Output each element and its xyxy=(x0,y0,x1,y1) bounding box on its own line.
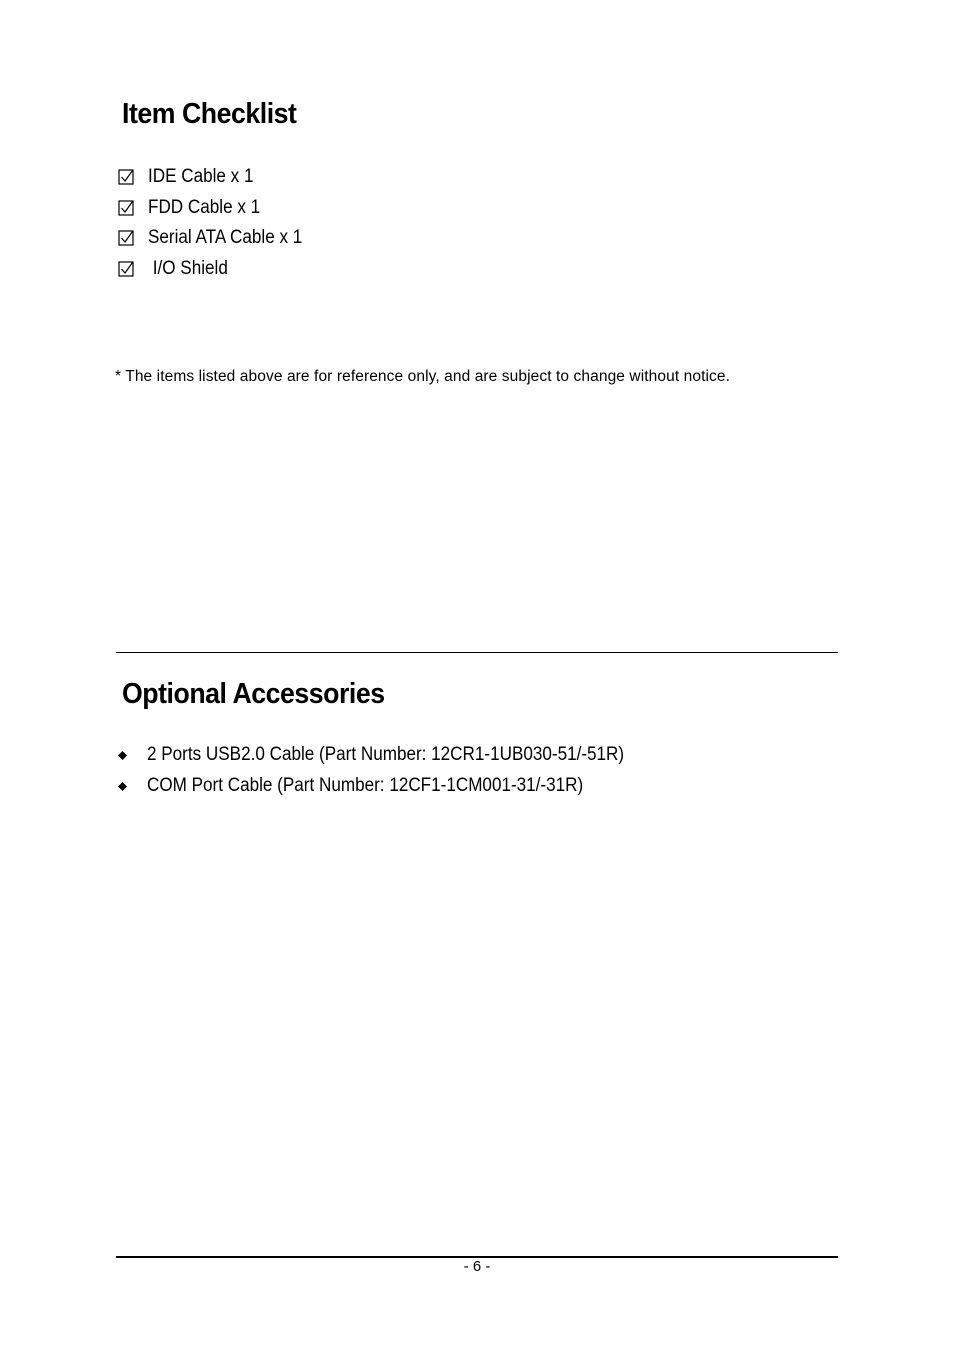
checked-box-icon xyxy=(118,199,136,217)
checklist-item-serial-ata-cable xyxy=(118,226,319,250)
reference-note: * The items listed above are for reference only, and are subject to change without notice. xyxy=(115,368,730,385)
checklist-item-label: IDE Cable x 1 xyxy=(148,166,254,187)
diamond-bullet-icon xyxy=(118,751,127,760)
checklist-item-io-shield xyxy=(118,257,237,281)
checklist-item-label: I/O Shield xyxy=(148,258,228,279)
section-divider xyxy=(116,652,838,653)
page-number: - 6 - xyxy=(463,1258,491,1275)
accessory-item-label: COM Port Cable (Part Number: 12CF1-1CM001-31/-31R) xyxy=(147,775,584,796)
optional-accessories-heading: Optional Accessories xyxy=(122,678,385,710)
accessory-item-usb-cable xyxy=(118,743,677,767)
checklist-item-ide-cable xyxy=(118,165,265,189)
checklist-item-fdd-cable xyxy=(118,196,273,220)
checked-box-icon xyxy=(118,229,136,247)
item-checklist-heading: Item Checklist xyxy=(122,98,297,130)
checked-box-icon xyxy=(118,260,136,278)
diamond-bullet-icon xyxy=(118,782,127,791)
checklist-item-label: FDD Cable x 1 xyxy=(148,197,261,218)
accessory-item-label: 2 Ports USB2.0 Cable (Part Number: 12CR1-1UB030-51/-51R) xyxy=(147,744,625,765)
checklist-item-label: Serial ATA Cable x 1 xyxy=(148,227,303,248)
accessory-item-com-port-cable xyxy=(118,774,632,798)
checked-box-icon xyxy=(118,168,136,186)
